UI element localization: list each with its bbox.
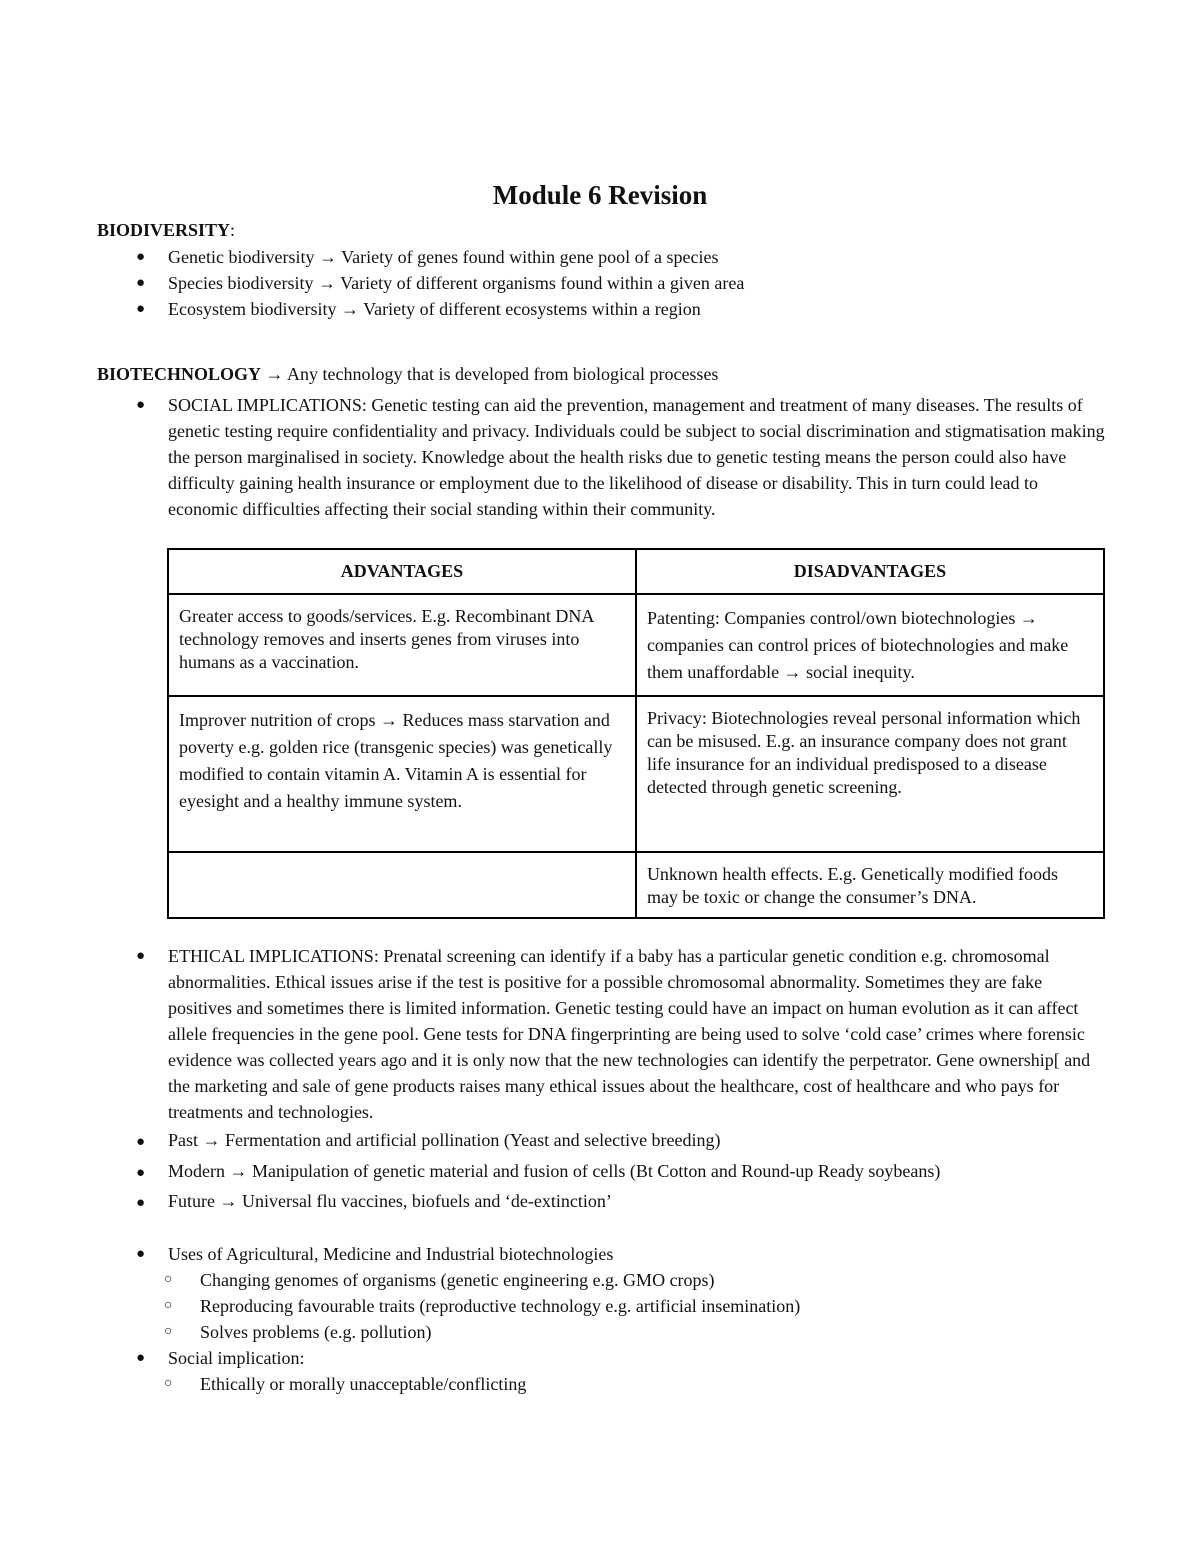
social-implications-list bbox=[130, 392, 1105, 522]
table-cell: Privacy: Biotechnologies reveal personal information which can be misused. E.g. an insurance company does not grant life insurance for an individual predisposed to a disease detected through genetic screening. bbox=[636, 696, 1104, 852]
bullet-icon: ● bbox=[136, 1350, 146, 1366]
bullet-icon: ● bbox=[136, 301, 146, 317]
hollow-bullet-icon: ○ bbox=[164, 1298, 173, 1313]
species-biodiversity-text: Species biodiversity → Variety of different organisms found within a given area bbox=[168, 273, 745, 293]
biodiversity-heading-colon: : bbox=[230, 220, 236, 240]
bullet-icon: ● bbox=[136, 948, 146, 964]
table-row bbox=[168, 852, 1104, 918]
bullet-icon: ● bbox=[136, 397, 146, 413]
bullet-icon: ● bbox=[136, 1195, 146, 1211]
list-item bbox=[130, 1125, 1105, 1156]
bullet-icon: ● bbox=[136, 1134, 146, 1150]
biodiversity-heading bbox=[97, 220, 235, 241]
biotechnology-heading bbox=[97, 364, 718, 385]
modern-text: Modern → Manipulation of genetic material and fusion of cells (Bt Cotton and Round-up Ready soybeans) bbox=[168, 1160, 941, 1181]
list-item bbox=[130, 392, 1105, 522]
bullet-icon: ● bbox=[136, 1246, 146, 1262]
biodiversity-heading-text: BIODIVERSITY bbox=[97, 220, 231, 240]
bullet-icon: ● bbox=[136, 1164, 146, 1181]
social-implication-sublist bbox=[130, 1371, 1105, 1397]
list-item bbox=[130, 1241, 1105, 1345]
table-header-row bbox=[168, 549, 1104, 594]
advantages-header: ADVANTAGES bbox=[168, 549, 636, 594]
bullet-icon: ● bbox=[136, 275, 146, 291]
list-item bbox=[130, 244, 1105, 270]
ethical-implications-text: ETHICAL IMPLICATIONS: Prenatal screening can identify if a baby has a particular genetic condition e.g. chromosomal abnormalities. Ethical issues arise if the test is positive for a possible chromosomal abnormality. Sometimes they are fake positives and sometimes there is limited information. Genetic testing could have an impact on human evolution as it can affect allele frequencies in the gene pool. Gene tests for DNA fingerprinting are being used to solve ‘cold case’ crimes where forensic evidence was collected years ago and it is only now that the new technologies can identify the perpetrator. Gene ownership[ and the marketing and sale of gene products raises many ethical issues about the healthcare, cost of healthcare and who pays for treatments and technologies. bbox=[168, 946, 1091, 1122]
list-item bbox=[130, 1371, 1105, 1397]
uses-sub-item: Reproducing favourable traits (reproductive technology e.g. artificial insemination) bbox=[200, 1296, 801, 1316]
uses-sublist bbox=[130, 1267, 1105, 1345]
uses-sub-item: Solves problems (e.g. pollution) bbox=[200, 1322, 432, 1342]
genetic-biodiversity-text: Genetic biodiversity → Variety of genes found within gene pool of a species bbox=[168, 247, 719, 267]
list-item bbox=[130, 943, 1105, 1125]
table-cell: Greater access to goods/services. E.g. Recombinant DNA technology removes and inserts genes from viruses into humans as a vaccination. bbox=[168, 594, 636, 696]
hollow-bullet-icon: ○ bbox=[164, 1324, 173, 1339]
social-implication-sub-item: Ethically or morally unacceptable/conflicting bbox=[200, 1374, 527, 1394]
advantages-disadvantages-table bbox=[167, 548, 1105, 919]
biotechnology-heading-text: BIOTECHNOLOGY bbox=[97, 364, 262, 384]
list-item bbox=[130, 296, 1105, 322]
social-implication-label: Social implication: bbox=[168, 1348, 305, 1368]
past-text: Past → Fermentation and artificial pollination (Yeast and selective breeding) bbox=[168, 1130, 721, 1150]
list-item bbox=[130, 1345, 1105, 1397]
biodiversity-list bbox=[130, 244, 1105, 322]
table-cell-empty bbox=[168, 852, 636, 918]
page-title: Module 6 Revision bbox=[492, 180, 708, 210]
biotechnology-definition: → Any technology that is developed from biological processes bbox=[261, 364, 719, 384]
future-text: Future → Universal flu vaccines, biofuels and ‘de-extinction’ bbox=[168, 1191, 612, 1211]
hollow-bullet-icon: ○ bbox=[164, 1376, 173, 1391]
hollow-bullet-icon: ○ bbox=[164, 1272, 173, 1287]
list-item bbox=[130, 1186, 1105, 1217]
table-cell: Patenting: Companies control/own biotechnologies → companies can control prices of biotechnologies and make them unaffordable → social inequity. bbox=[636, 594, 1104, 696]
disadvantages-header: DISADVANTAGES bbox=[636, 549, 1104, 594]
uses-list bbox=[130, 1241, 1105, 1397]
ecosystem-biodiversity-text: Ecosystem biodiversity → Variety of different ecosystems within a region bbox=[168, 299, 701, 319]
uses-label: Uses of Agricultural, Medicine and Industrial biotechnologies bbox=[168, 1244, 614, 1264]
biotech-implications-list bbox=[130, 943, 1105, 1217]
list-item bbox=[130, 1156, 1105, 1187]
list-item bbox=[130, 1267, 1105, 1293]
list-item bbox=[130, 1319, 1105, 1345]
uses-sub-item: Changing genomes of organisms (genetic engineering e.g. GMO crops) bbox=[200, 1270, 715, 1290]
table-cell: Unknown health effects. E.g. Genetically modified foods may be toxic or change the consumer’s DNA. bbox=[636, 852, 1104, 918]
table-cell: Improver nutrition of crops → Reduces mass starvation and poverty e.g. golden rice (transgenic species) was genetically modified to contain vitamin A. Vitamin A is essential for eyesight and a healthy immune system. bbox=[168, 696, 636, 852]
bullet-icon: ● bbox=[136, 249, 146, 265]
list-item bbox=[130, 1293, 1105, 1319]
list-item bbox=[130, 270, 1105, 296]
table-row bbox=[168, 594, 1104, 696]
social-implications-text: SOCIAL IMPLICATIONS: Genetic testing can aid the prevention, management and treatment of many diseases. The results of genetic testing require confidentiality and privacy. Individuals could be subject to social discrimination and stigmatisation making the person marginalised in society. Knowledge about the health risks due to genetic testing means the person could also have difficulty gaining health insurance or employment due to the likelihood of disease or disability. This in turn could lead to economic difficulties affecting their social standing within their community. bbox=[168, 395, 1105, 519]
table-row bbox=[168, 696, 1104, 852]
